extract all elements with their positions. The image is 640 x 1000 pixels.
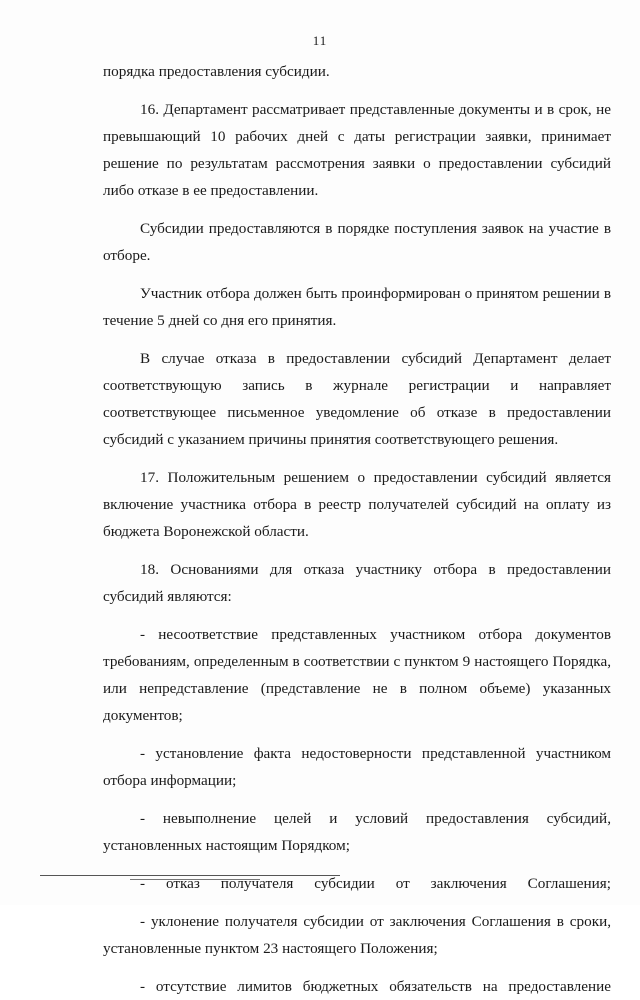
paragraph-18: 18. Основаниями для отказа участнику отбора в предоставлении субсидий являются: [103, 561, 611, 605]
paragraph-continuation: порядка предоставления субсидии. [103, 63, 330, 80]
paragraph-16: 16. Департамент рассматривает представленные документы и в срок, не превышающий 10 рабочих дней с даты регистрации заявки, принимает решение по результатам рассмотрения заявки о предоставлении субсидий либо отказе в ее предоставлении. [103, 101, 611, 199]
document-body [103, 58, 611, 1000]
paragraph-notification: Участник отбора должен быть проинформирован о принятом решении в течение 5 дней со дня его принятия. [103, 285, 611, 329]
paragraph-refusal: В случае отказа в предоставлении субсидий Департамент делает соответствующую запись в журнале регистрации и направляет соответствующее письменное уведомление об отказе в предоставлении субсидий с указанием причины принятия соответствующего решения. [103, 350, 611, 448]
footer-rule [40, 875, 340, 876]
footer-rule-secondary [130, 879, 260, 880]
list-item-false-info: - установление факта недостоверности представленной участником отбора информации; [103, 745, 611, 789]
paragraph-subsidy-order: Субсидии предоставляются в порядке поступления заявок на участие в отборе. [103, 220, 611, 264]
page-number: 11 [312, 33, 328, 48]
list-item-evasion-agreement: - уклонение получателя субсидии от заключения Соглашения в сроки, установленные пунктом 23 настоящего Положения; [103, 913, 611, 957]
list-item-no-limits: - отсутствие лимитов бюджетных обязательств на предоставление [140, 978, 611, 995]
paragraph-17: 17. Положительным решением о предоставлении субсидий является включение участника отбора в реестр получателей субсидий на оплату из бюджета Воронежской области. [103, 469, 611, 540]
list-item-refusal-agreement: - отказ получателя субсидии от заключения Соглашения; [140, 875, 611, 892]
list-item-nonconformity: - несоответствие представленных участником отбора документов требованиям, определенным в соответствии с пунктом 9 настоящего Порядка, или непредставление (представление не в полном объеме) указанных документов; [103, 626, 611, 724]
list-item-nonfulfillment: - невыполнение целей и условий предоставления субсидий, установленных настоящим Порядком; [103, 810, 611, 854]
